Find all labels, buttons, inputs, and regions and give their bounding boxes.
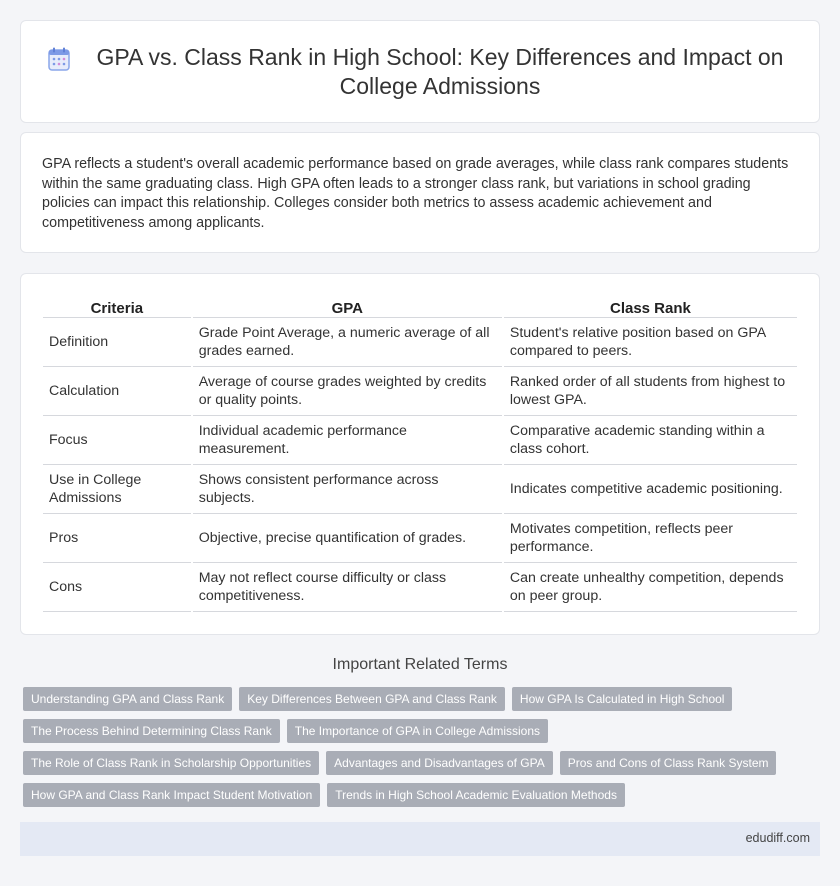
related-term-link[interactable]: The Importance of GPA in College Admissions bbox=[287, 719, 548, 743]
related-term-link[interactable]: Trends in High School Academic Evaluation Methods bbox=[327, 783, 625, 807]
class-rank-cell: Student's relative position based on GPA compared to peers. bbox=[504, 318, 797, 367]
gpa-cell: Individual academic performance measurement. bbox=[193, 416, 502, 465]
comparison-table bbox=[41, 296, 799, 612]
table-row bbox=[43, 514, 797, 563]
table-row bbox=[43, 416, 797, 465]
criteria-cell: Definition bbox=[43, 318, 191, 367]
class-rank-cell: Comparative academic standing within a class cohort. bbox=[504, 416, 797, 465]
criteria-cell: Calculation bbox=[43, 367, 191, 416]
title-card bbox=[20, 20, 820, 123]
related-term-link[interactable]: Pros and Cons of Class Rank System bbox=[560, 751, 777, 775]
title-wrap bbox=[21, 21, 819, 122]
related-terms-list bbox=[23, 687, 813, 807]
gpa-cell: Average of course grades weighted by credits or quality points. bbox=[193, 367, 502, 416]
class-rank-cell: Ranked order of all students from highest to lowest GPA. bbox=[504, 367, 797, 416]
table-row bbox=[43, 318, 797, 367]
gpa-cell: Shows consistent performance across subjects. bbox=[193, 465, 502, 514]
related-terms-heading: Important Related Terms bbox=[332, 656, 508, 673]
class-rank-cell: Motivates competition, reflects peer performance. bbox=[504, 514, 797, 563]
class-rank-cell: Indicates competitive academic positioning. bbox=[504, 465, 797, 514]
related-term-link[interactable]: How GPA and Class Rank Impact Student Motivation bbox=[23, 783, 320, 807]
criteria-cell: Focus bbox=[43, 416, 191, 465]
header-criteria: Criteria bbox=[43, 296, 191, 318]
criteria-cell: Use in College Admissions bbox=[43, 465, 191, 514]
gpa-cell: May not reflect course difficulty or class competitiveness. bbox=[193, 563, 502, 612]
criteria-cell: Cons bbox=[43, 563, 191, 612]
table-header-row bbox=[43, 296, 797, 318]
footer-site-name: edudiff.com bbox=[745, 831, 810, 845]
header-class-rank: Class Rank bbox=[504, 296, 797, 318]
page-title: GPA vs. Class Rank in High School: Key Differences and Impact on College Admissions bbox=[96, 43, 784, 99]
class-rank-cell: Can create unhealthy competition, depends on peer group. bbox=[504, 563, 797, 612]
related-term-link[interactable]: How GPA Is Calculated in High School bbox=[512, 687, 733, 711]
comparison-card bbox=[20, 273, 820, 635]
related-term-link[interactable]: Advantages and Disadvantages of GPA bbox=[326, 751, 553, 775]
related-term-link[interactable]: The Process Behind Determining Class Rank bbox=[23, 719, 280, 743]
table-row bbox=[43, 367, 797, 416]
footer bbox=[20, 822, 820, 856]
table-row bbox=[43, 563, 797, 612]
related-term-link[interactable]: Understanding GPA and Class Rank bbox=[23, 687, 232, 711]
summary-card bbox=[20, 132, 820, 253]
related-term-link[interactable]: Key Differences Between GPA and Class Rank bbox=[239, 687, 505, 711]
related-term-link[interactable]: The Role of Class Rank in Scholarship Opportunities bbox=[23, 751, 319, 775]
summary-text: GPA reflects a student's overall academic performance based on grade averages, while class rank compares students within the same graduating class. High GPA often leads to a stronger class rank, but variations in school grading policies can impact this relationship. Colleges consider both metrics to assess academic achievement and competitiveness among applicants. bbox=[42, 156, 789, 231]
header-gpa: GPA bbox=[193, 296, 502, 318]
table-row bbox=[43, 465, 797, 514]
criteria-cell: Pros bbox=[43, 514, 191, 563]
gpa-cell: Grade Point Average, a numeric average of all grades earned. bbox=[193, 318, 502, 367]
gpa-cell: Objective, precise quantification of grades. bbox=[193, 514, 502, 563]
